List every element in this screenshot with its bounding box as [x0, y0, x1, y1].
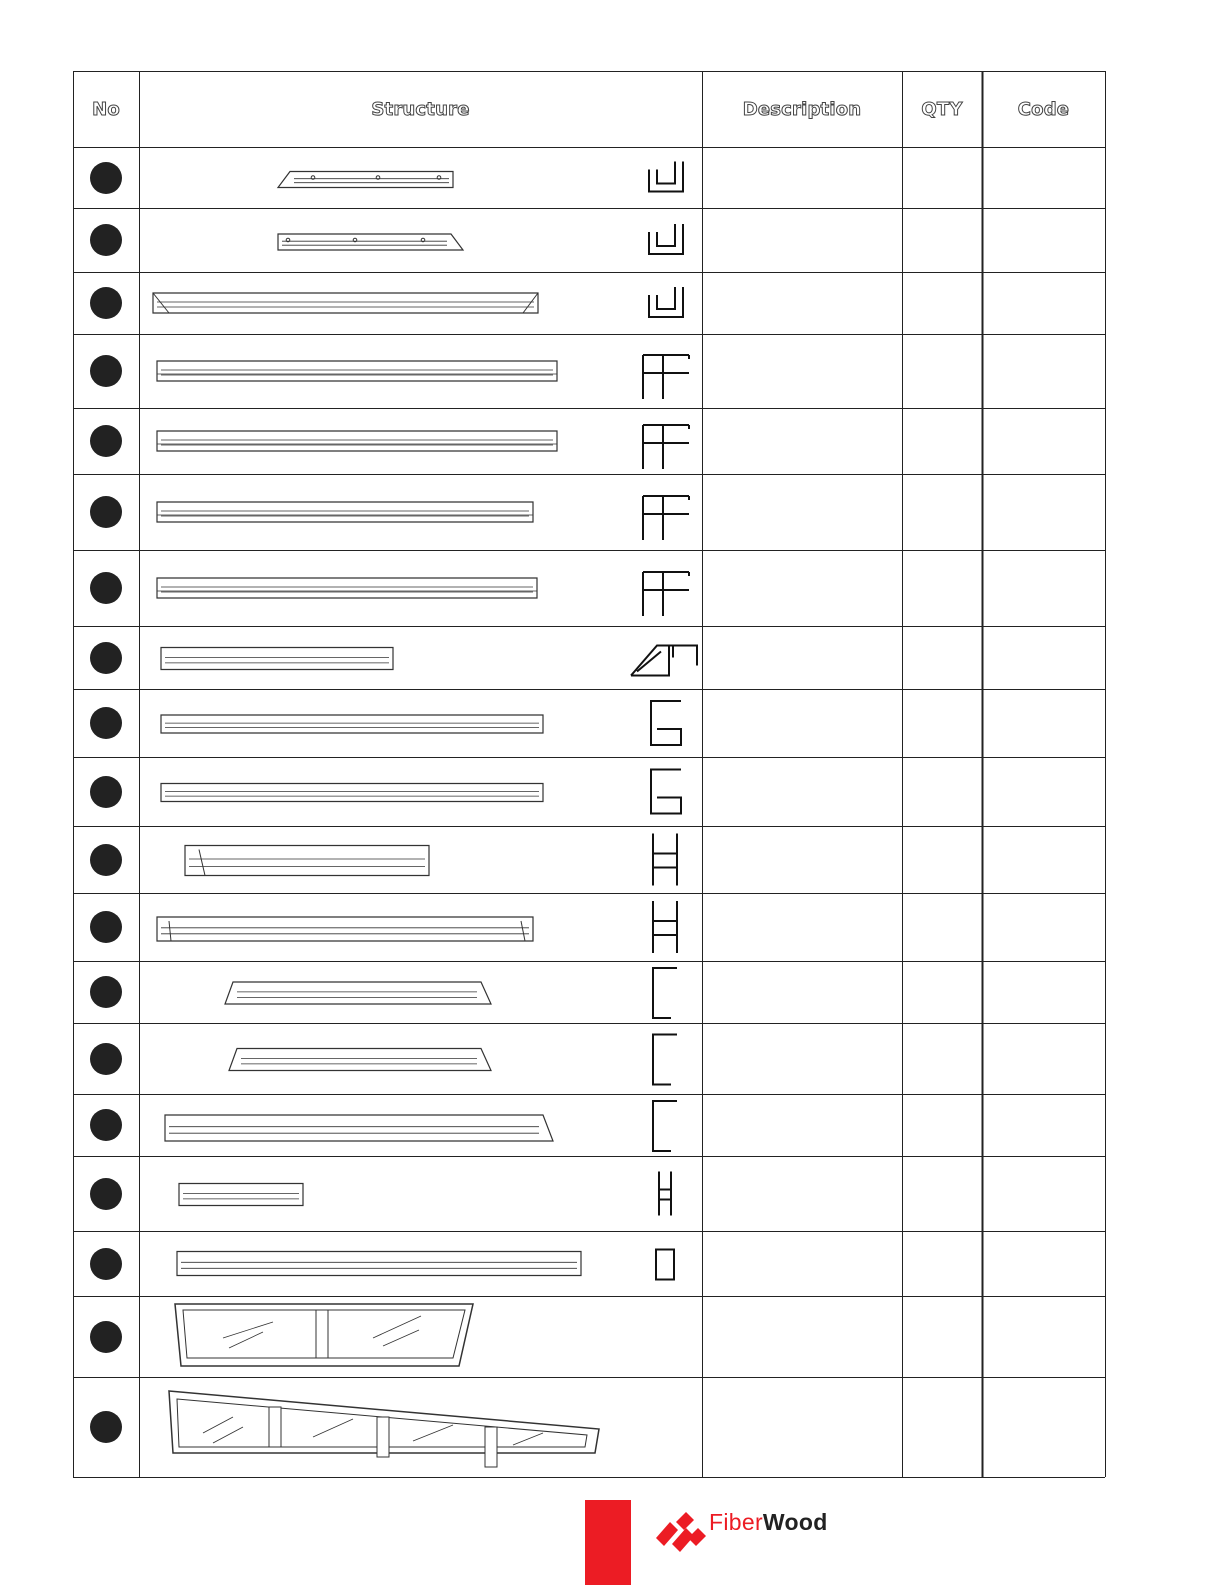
- description-cell: [702, 272, 902, 334]
- gutter-profile-icon: [631, 646, 697, 676]
- description-cell: [702, 1231, 902, 1296]
- c-profile-icon: [653, 1035, 677, 1085]
- table-row: [73, 147, 1105, 208]
- gutter-bar-icon: [161, 648, 393, 670]
- table-row: [73, 1377, 1105, 1477]
- qty-cell: [902, 474, 982, 550]
- square-tube-icon: [177, 1252, 581, 1276]
- code-cell: [982, 1023, 1105, 1094]
- code-cell: [982, 626, 1105, 689]
- code-cell: [982, 1377, 1105, 1477]
- description-cell: [702, 147, 902, 208]
- table-row: [73, 408, 1105, 474]
- description-cell: [702, 961, 902, 1023]
- code-cell: [982, 757, 1105, 826]
- structure-drawing: [73, 1377, 702, 1477]
- c-profile-icon: [653, 968, 677, 1018]
- qty-cell: [902, 1094, 982, 1156]
- structure-drawing: [73, 272, 702, 334]
- qty-cell: [902, 147, 982, 208]
- brand-name: [709, 1507, 828, 1537]
- h-bar-long-icon: [157, 917, 533, 941]
- f-profile-icon: [643, 425, 689, 469]
- table-row: [73, 1296, 1105, 1377]
- description-cell: [702, 893, 902, 961]
- qty-cell: [902, 826, 982, 893]
- structure-drawing: [73, 1156, 702, 1231]
- description-cell: [702, 474, 902, 550]
- f-profile-icon: [643, 496, 689, 540]
- u-channel-icon: [649, 287, 683, 317]
- code-cell: [982, 408, 1105, 474]
- code-cell: [982, 1094, 1105, 1156]
- description-cell: [702, 334, 902, 408]
- h-profile-icon: [653, 834, 677, 886]
- h-profile-icon: [653, 901, 677, 953]
- qty-cell: [902, 1156, 982, 1231]
- header-no: No: [92, 98, 120, 120]
- qty-cell: [902, 1231, 982, 1296]
- description-cell: [702, 550, 902, 626]
- u-channel-icon: [649, 224, 683, 254]
- c-channel-long-icon: [165, 1115, 553, 1141]
- long-u-beam-icon: [153, 293, 538, 313]
- parts-list-sheet: [73, 71, 1105, 1477]
- qty-cell: [902, 334, 982, 408]
- structure-drawing: [73, 1094, 702, 1156]
- h-connector-icon: [179, 1184, 303, 1206]
- brand-name-part2: Wood: [762, 1509, 828, 1535]
- table-row: [73, 550, 1105, 626]
- header-qty: QTY: [921, 98, 963, 120]
- c-channel-icon: [225, 982, 491, 1004]
- short-angle-bracket-mirrored-icon: [278, 234, 463, 250]
- f-profile-icon: [643, 355, 689, 399]
- description-cell: [702, 757, 902, 826]
- description-cell: [702, 208, 902, 272]
- structure-drawing: [73, 893, 702, 961]
- code-cell: [982, 474, 1105, 550]
- tapered-glass-panel-icon: [169, 1391, 599, 1467]
- structure-drawing: [73, 334, 702, 408]
- table-row: [73, 208, 1105, 272]
- description-cell: [702, 1094, 902, 1156]
- table-row: [73, 689, 1105, 757]
- table-row: [73, 272, 1105, 334]
- table-row: [73, 626, 1105, 689]
- qty-cell: [902, 1296, 982, 1377]
- structure-drawing: [73, 961, 702, 1023]
- description-cell: [702, 689, 902, 757]
- double-flange-profile-icon: [157, 361, 557, 381]
- table-row: [73, 1023, 1105, 1094]
- table-row: [73, 1231, 1105, 1296]
- g-profile-icon: [651, 770, 681, 814]
- code-cell: [982, 550, 1105, 626]
- c-channel-icon: [229, 1049, 491, 1071]
- structure-drawing: [73, 689, 702, 757]
- code-cell: [982, 961, 1105, 1023]
- header-code: Code: [1017, 98, 1070, 120]
- lipped-channel-icon: [161, 784, 543, 802]
- header-description: Description: [742, 98, 862, 120]
- code-cell: [982, 334, 1105, 408]
- qty-cell: [902, 208, 982, 272]
- structure-drawing: [73, 474, 702, 550]
- f-profile-icon: [643, 572, 689, 616]
- brand-name-part1: Fiber: [709, 1509, 763, 1535]
- code-cell: [982, 1156, 1105, 1231]
- qty-cell: [902, 408, 982, 474]
- structure-drawing: [73, 408, 702, 474]
- qty-cell: [902, 757, 982, 826]
- structure-drawing: [73, 626, 702, 689]
- h-small-profile-icon: [659, 1172, 671, 1216]
- qty-cell: [902, 550, 982, 626]
- structure-drawing: [73, 1231, 702, 1296]
- code-cell: [982, 208, 1105, 272]
- description-cell: [702, 826, 902, 893]
- page-footer: [0, 1490, 1225, 1585]
- description-cell: [702, 626, 902, 689]
- double-flange-profile-icon: [157, 502, 533, 522]
- short-angle-bracket-icon: [278, 172, 453, 188]
- qty-cell: [902, 1023, 982, 1094]
- code-cell: [982, 1296, 1105, 1377]
- structure-drawing: [73, 1023, 702, 1094]
- code-cell: [982, 147, 1105, 208]
- table-row: [73, 334, 1105, 408]
- structure-drawing: [73, 147, 702, 208]
- header-structure: Structure: [371, 98, 470, 120]
- table-row: [73, 1094, 1105, 1156]
- qty-cell: [902, 626, 982, 689]
- description-cell: [702, 1377, 902, 1477]
- u-channel-icon: [649, 162, 683, 192]
- glass-panel-icon: [175, 1304, 473, 1366]
- table-row: [73, 961, 1105, 1023]
- code-cell: [982, 893, 1105, 961]
- table-row: [73, 757, 1105, 826]
- structure-drawing: [73, 826, 702, 893]
- table-row: [73, 893, 1105, 961]
- red-accent-block: [585, 1500, 631, 1585]
- structure-drawing: [73, 550, 702, 626]
- qty-cell: [902, 893, 982, 961]
- table-row: [73, 1156, 1105, 1231]
- description-cell: [702, 408, 902, 474]
- g-profile-icon: [651, 701, 681, 745]
- description-cell: [702, 1156, 902, 1231]
- code-cell: [982, 689, 1105, 757]
- qty-cell: [902, 961, 982, 1023]
- qty-cell: [902, 689, 982, 757]
- square-profile-icon: [656, 1250, 674, 1280]
- code-cell: [982, 826, 1105, 893]
- h-bar-short-icon: [185, 846, 429, 876]
- structure-drawing: [73, 757, 702, 826]
- table-row: [73, 474, 1105, 550]
- code-cell: [982, 272, 1105, 334]
- structure-drawing: [73, 1296, 702, 1377]
- double-flange-profile-icon: [157, 578, 537, 598]
- lipped-channel-icon: [161, 715, 543, 733]
- qty-cell: [902, 1377, 982, 1477]
- description-cell: [702, 1296, 902, 1377]
- double-flange-profile-icon: [157, 431, 557, 451]
- description-cell: [702, 1023, 902, 1094]
- structure-drawing: [73, 208, 702, 272]
- table-row: [73, 826, 1105, 893]
- code-cell: [982, 1231, 1105, 1296]
- c-profile-icon: [653, 1101, 677, 1151]
- qty-cell: [902, 272, 982, 334]
